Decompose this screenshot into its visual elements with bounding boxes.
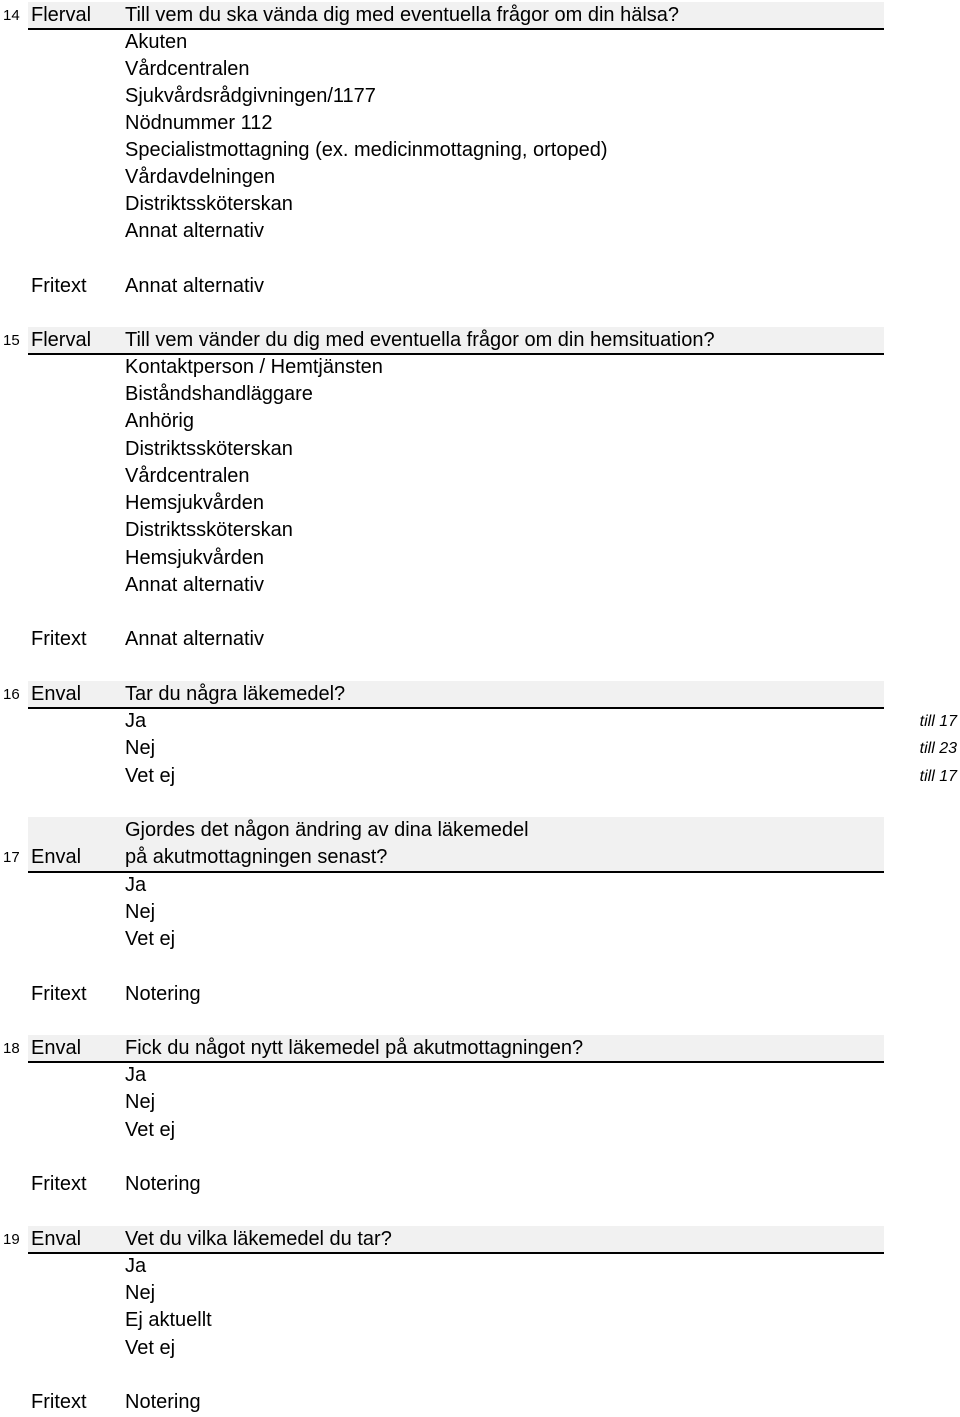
answer-option: Hemsjukvården [125,492,264,514]
answer-option: Vet ej [125,1337,176,1359]
freetext-label: Notering [125,1391,201,1413]
answer-option: Akuten [125,31,188,53]
answer-option: Ja [125,874,147,896]
answer-option: Distriktssköterskan [125,519,293,541]
question-text: Fick du något nytt läkemedel på akutmottagningen? [125,1037,584,1059]
question-number: 19 [3,1231,20,1248]
answer-option: Ja [125,710,147,732]
freetext-label: Notering [125,1173,201,1195]
answer-option: Vårdavdelningen [125,166,276,188]
freetext-label: Annat alternativ [125,628,264,650]
answer-option: Ja [125,1064,147,1086]
answer-option: Annat alternativ [125,574,264,596]
answer-option: Sjukvårdsrådgivningen/1177 [125,85,376,107]
answer-option: Vårdcentralen [125,58,250,80]
answer-option: Vet ej [125,765,176,787]
answer-option: Vet ej [125,1119,176,1141]
answer-option: Nej [125,737,156,759]
question-text: Till vem du ska vända dig med eventuella frågor om din hälsa? [125,4,680,26]
freetext-type: Fritext [31,1173,87,1195]
question-type: Flerval [31,4,92,26]
question-number: 17 [3,849,20,866]
freetext-type: Fritext [31,1391,87,1413]
question-number: 18 [3,1040,20,1057]
freetext-type: Fritext [31,983,87,1005]
answer-option: Nödnummer 112 [125,112,273,134]
answer-option: Annat alternativ [125,220,264,242]
answer-option: Kontaktperson / Hemtjänsten [125,356,383,378]
question-type: Enval [31,1228,82,1250]
answer-option: Hemsjukvården [125,547,264,569]
answer-option: Biståndshandläggare [125,383,313,405]
question-type: Flerval [31,329,92,351]
question-type: Enval [31,1037,82,1059]
answer-option: Nej [125,1091,156,1113]
answer-option: Specialistmottagning (ex. medicinmottagning, ortoped) [125,139,608,161]
answer-option: Distriktssköterskan [125,193,293,215]
question-text: Till vem vänder du dig med eventuella frågor om din hemsituation? [125,329,715,351]
freetext-type: Fritext [31,275,87,297]
question-text: Tar du några läkemedel? [125,683,346,705]
answer-option: Ja [125,1255,147,1277]
freetext-label: Annat alternativ [125,275,264,297]
question-number: 15 [3,332,20,349]
answer-option: Anhörig [125,410,194,432]
answer-option: Nej [125,1282,156,1304]
question-text-line-2: på akutmottagningen senast? [125,846,388,868]
answer-option: Ej aktuellt [125,1309,212,1331]
question-number: 14 [3,7,20,24]
answer-option: Nej [125,901,156,923]
question-text-line-1: Gjordes det någon ändring av dina läkemedel [125,819,529,841]
skip-instruction: till 17 [919,713,957,730]
question-type: Enval [31,846,82,868]
skip-instruction: till 23 [919,740,957,757]
question-text: Vet du vilka läkemedel du tar? [125,1228,392,1250]
question-number: 16 [3,686,20,703]
answer-option: Distriktssköterskan [125,438,293,460]
skip-instruction: till 17 [919,768,957,785]
freetext-label: Notering [125,983,201,1005]
answer-option: Vårdcentralen [125,465,250,487]
question-type: Enval [31,683,82,705]
freetext-type: Fritext [31,628,87,650]
answer-option: Vet ej [125,928,176,950]
